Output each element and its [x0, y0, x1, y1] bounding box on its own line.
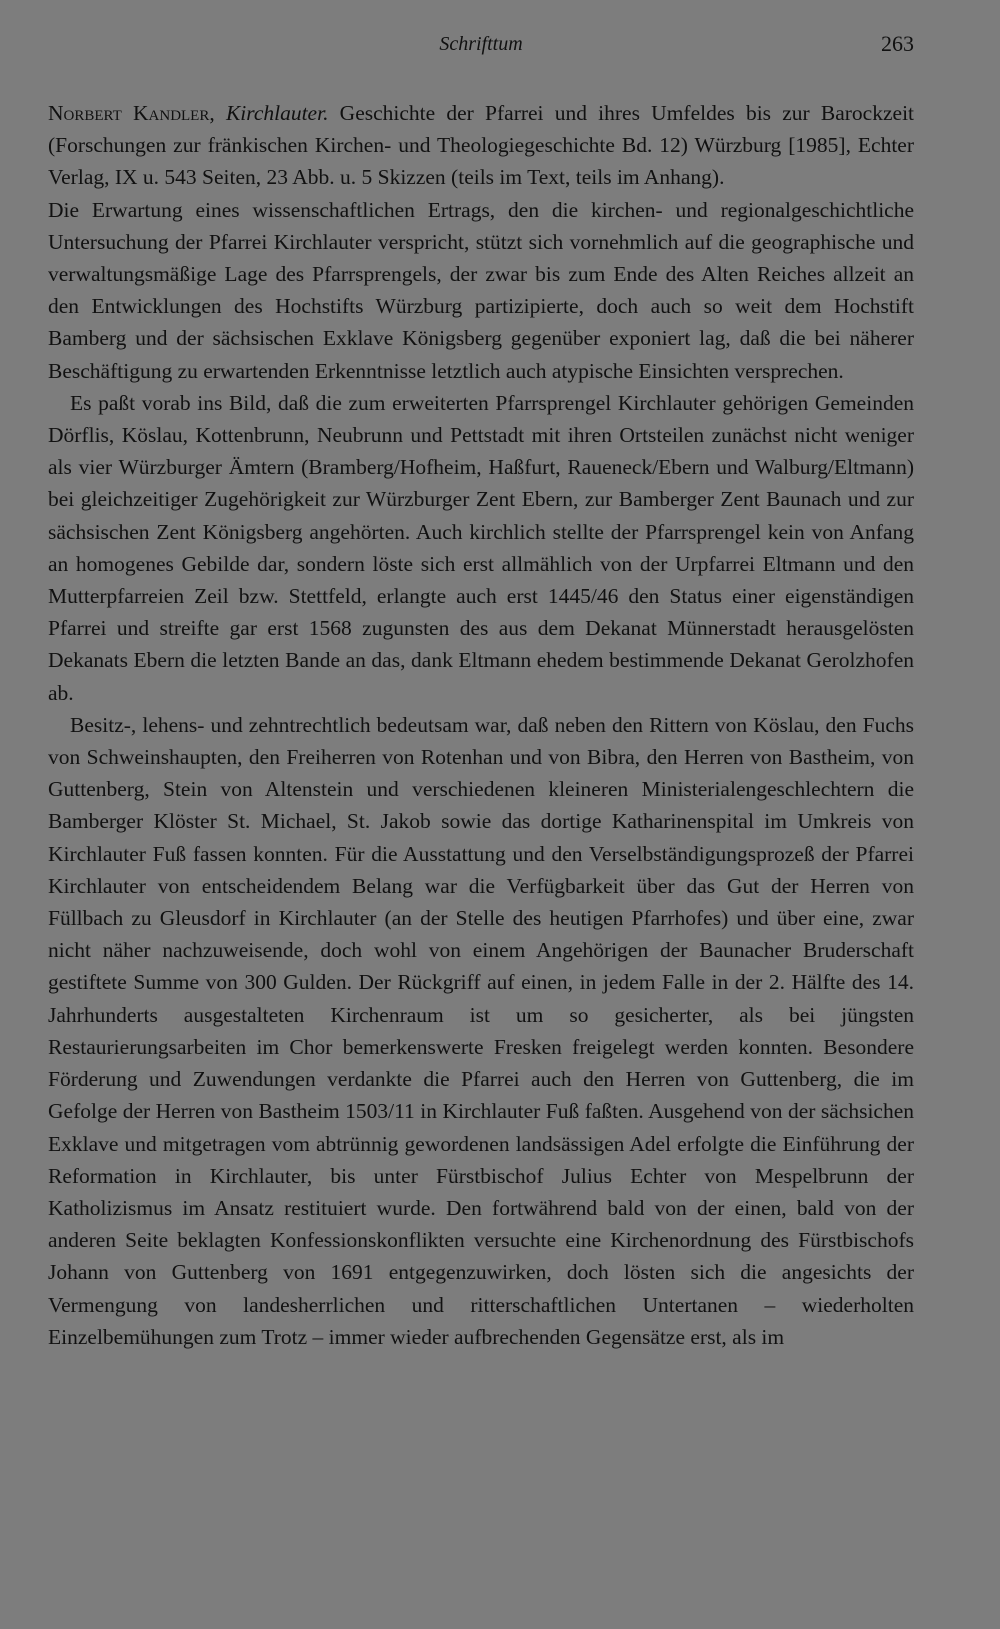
running-title: Schrifttum	[439, 33, 523, 55]
paragraph-2: Es paßt vorab ins Bild, daß die zum erweiterten Pfarrsprengel Kirchlauter gehörigen Gemeinden Dörflis, Köslau, Kottenbrunn, Neubrunn und Pettstadt mit ihren Ortsteilen zunächst nicht weniger als vier Würzburger Ämtern (Bramberg/Hofheim, Haßfurt, Raueneck/Ebern und Walburg/Eltmann) bei gleichzeitiger Zugehörigkeit zur Würzburger Zent Ebern, zur Bamberger Zent Baunach und zur sächsischen Zent Königsberg angehörten. Auch kirchlich stellte der Pfarrsprengel kein von Anfang an homogenes Gebilde dar, sondern löste sich erst allmählich von der Urpfarrei Eltmann und den Mutterpfarreien Zeil bzw. Stettfeld, erlangte auch erst 1445/46 den Status einer eigenständigen Pfarrei und streifte gar erst 1568 zugunsten des aus dem Dekanat Münnerstadt herausgelösten Dekanats Ebern die letzten Bande an das, dank Eltmann ehedem bestimmende Dekanat Gerolzhofen ab.	[48, 390, 914, 705]
review-author: Norbert Kandler,	[48, 101, 215, 125]
running-head	[48, 30, 914, 64]
paragraph-1: Die Erwartung eines wissenschaftlichen Ertrags, den die kirchen- und regionalgeschichtliche Untersuchung der Pfarrei Kirchlauter verspricht, stützt sich vornehmlich auf die geographische und verwaltungsmäßige Lage des Pfarrsprengels, der zwar bis zum Ende des Alten Reiches allzeit an den Entwicklungen des Hochstifts Würzburg partizipierte, doch auch so weit dem Hochstift Bamberg und der sächsischen Exklave Königsberg gegenüber exponiert lag, daß die bei näherer Beschäftigung zu erwartenden Erkenntnisse letztlich auch atypische Einsichten versprechen.	[48, 197, 914, 383]
paragraph-3: Besitz-, lehens- und zehntrechtlich bedeutsam war, daß neben den Rittern von Köslau, den Fuchs von Schweinshaupten, den Freiherren von Rotenhan und von Bibra, den Herren von Bastheim, von Guttenberg, Stein von Altenstein und verschiedenen kleineren Ministerialengeschlechtern die Bamberger Klöster St. Michael, St. Jakob sowie das dortige Katharinenspital im Umkreis von Kirchlauter Fuß fassen konnten. Für die Ausstattung und den Verselbständigungsprozeß der Pfarrei Kirchlauter von entscheidendem Belang war die Verfügbarkeit über das Gut der Herren von Füllbach zu Gleusdorf in Kirchlauter (an der Stelle des heutigen Pfarrhofes) und über eine, zwar nicht näher nachzuweisende, doch wohl von einem Angehörigen der Baunacher Bruderschaft gestiftete Summe von 300 Gulden. Der Rückgriff auf einen, in jedem Falle in der 2. Hälfte des 14. Jahrhunderts ausgestalteten Kirchenraum ist um so gesicherter, als bei jüngsten Restaurierungsarbeiten im Chor bemerkenswerte Fresken freigelegt werden konnten. Besondere Förderung und Zuwendungen verdankte die Pfarrei auch den Herren von Guttenberg, die im Gefolge der Herren von Bastheim 1503/11 in Kirchlauter Fuß faßten. Ausgehend von der sächsichen Exklave und mitgetragen vom abtrünnig gewordenen landsässigen Adel erfolgte die Einführung der Reformation in Kirchlauter, bis unter Fürstbischof Julius Echter von Mespelbrunn der Katholizismus im Ansatz restituiert wurde. Den fortwährend bald von der einen, bald von der anderen Seite beklagten Konfessionskonflikten versuchte eine Kirchenordnung des Fürstbischofs Johann von Guttenberg von 1691 entgegenzuwirken, doch lösten sich die angesichts der Vermengung von landesherrlichen und ritterschaftlichen Untertanen – wiederholten Einzelbemühungen zum Trotz – immer wieder aufbrechenden Gegensätze erst, als im	[48, 712, 914, 1349]
review-text	[48, 97, 914, 1353]
book-citation: Geschichte der Pfarrei und ihres Umfeldes bis zur Barockzeit (Forschungen zur fränkischen Kirchen- und Theologiegeschichte Bd. 12) Würzburg [1985], Echter Verlag, IX u. 543 Seiten, 23 Abb. u. 5 Skizzen (teils im Text, teils im Anhang).	[48, 101, 915, 190]
book-title: Kirchlauter.	[225, 101, 329, 125]
page-number: 263	[881, 31, 914, 56]
bibliographic-entry	[48, 97, 914, 194]
